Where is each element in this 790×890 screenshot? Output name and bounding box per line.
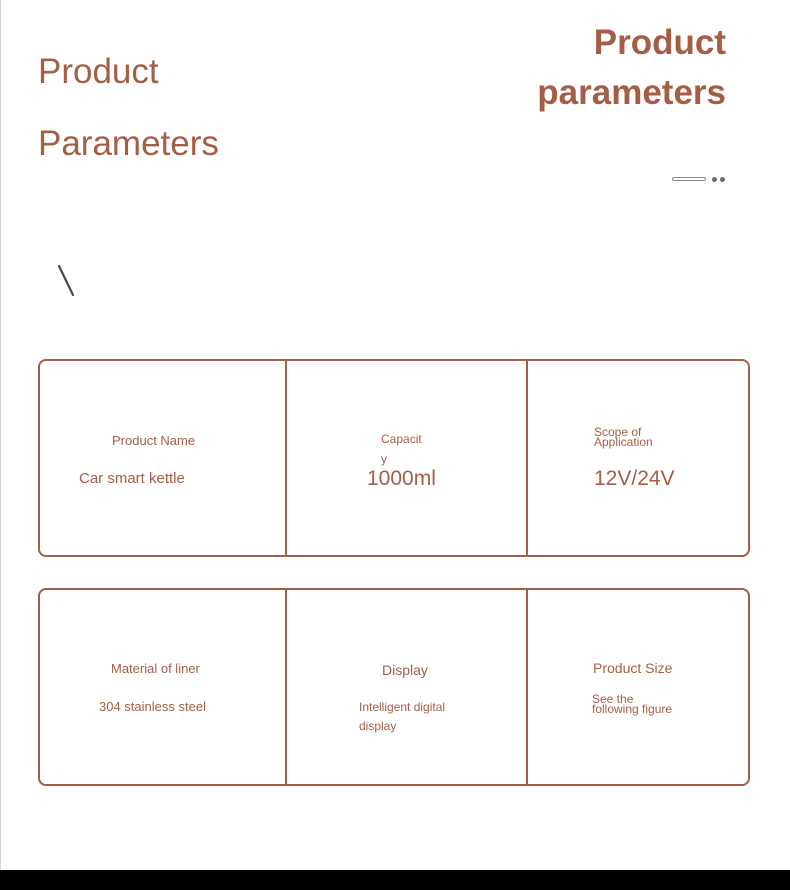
page-title-left: [38, 36, 219, 180]
label-display: Display: [382, 662, 428, 678]
value-capacity: 1000ml: [367, 467, 436, 490]
value-display-line-2: display: [359, 719, 397, 733]
pager-active-dash[interactable]: [672, 177, 706, 181]
title-right-line-1: Product: [593, 23, 726, 62]
page-title-right: [537, 18, 726, 118]
title-left-line-1: Product: [38, 52, 159, 91]
pagination-indicator[interactable]: [672, 175, 728, 185]
cell-product-name: [40, 361, 285, 555]
cell-scope-of-application: [528, 361, 748, 555]
value-material-of-liner: 304 stainless steel: [99, 699, 206, 714]
slash-decoration-icon: [56, 264, 76, 298]
label-product-name: Product Name: [112, 433, 196, 448]
value-scope: 12V/24V: [594, 467, 675, 490]
value-product-name: Car smart kettle: [79, 470, 185, 487]
page-left-edge: [0, 0, 1, 870]
value-product-size-line-1: See the: [592, 692, 634, 706]
cell-material-of-liner: [40, 590, 285, 784]
title-right-line-2: parameters: [537, 73, 726, 112]
value-display-line-1: Intelligent digital: [359, 700, 446, 714]
cell-display: [287, 590, 526, 784]
label-product-size: Product Size: [593, 660, 673, 676]
value-product-size-line-2: following figure: [592, 702, 673, 716]
label-capacity-line-1: Capacit: [381, 432, 422, 446]
cell-capacity: [287, 361, 526, 555]
title-left-line-2: Parameters: [38, 124, 219, 163]
parameter-table-row-2: [38, 588, 750, 786]
label-scope-line-1: Scope of: [594, 425, 642, 439]
pager-dot-2[interactable]: [720, 177, 725, 182]
label-material-of-liner: Material of liner: [111, 661, 200, 676]
bottom-black-bar: [0, 870, 790, 890]
cell-product-size: [528, 590, 748, 784]
parameter-table-row-1: [38, 359, 750, 557]
label-capacity-line-2: y: [381, 452, 387, 466]
label-scope-line-2: Application: [594, 435, 653, 449]
pager-dot-1[interactable]: [712, 177, 717, 182]
